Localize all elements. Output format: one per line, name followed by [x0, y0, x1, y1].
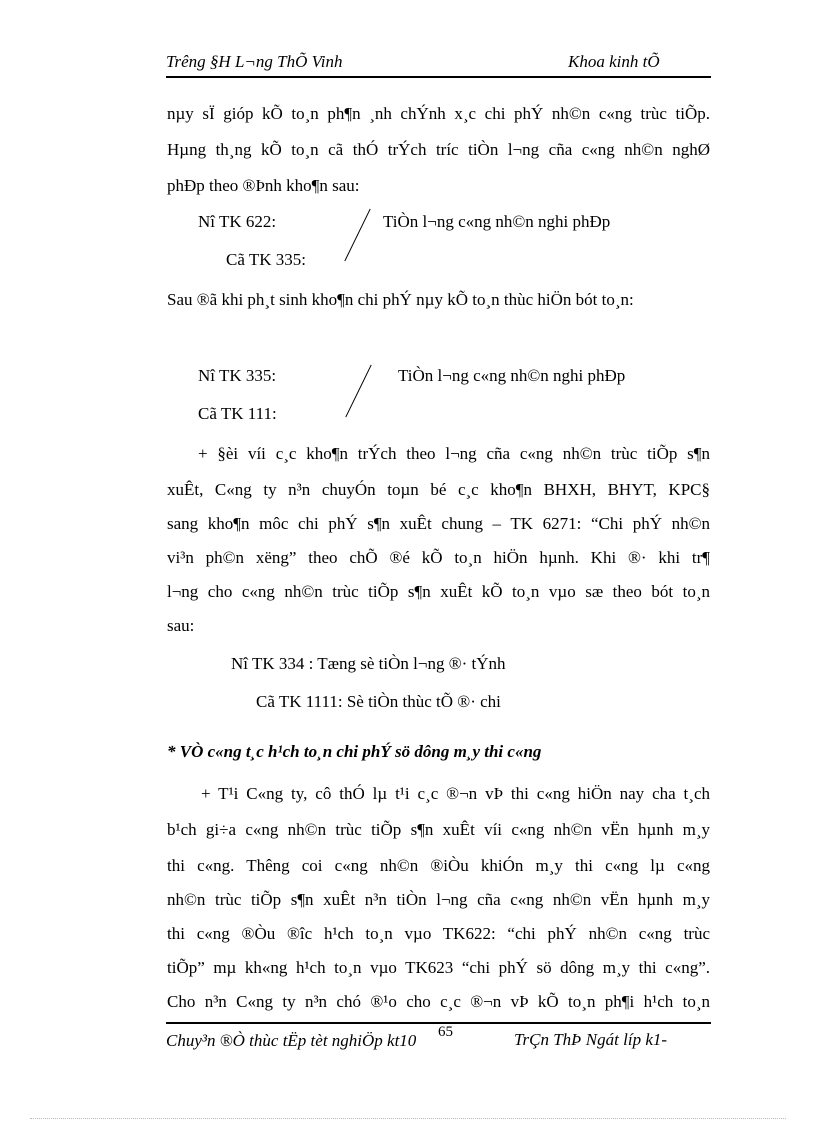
entry-slash — [344, 209, 370, 262]
paragraph-line: nµy sÏ gióp kÕ to¸n ph¶n ¸nh chÝnh x¸c chi phÝ nh©n c«ng trùc tiÕp. — [167, 104, 710, 123]
paragraph-line: Sau ®ã khi ph¸t sinh kho¶n chi phÝ nµy kÕ to¸n thùc hiÖn bót to¸n: — [167, 290, 634, 309]
page-edge-dots — [30, 1118, 786, 1119]
paragraph-line: b¹ch gi÷a c«ng nh©n trùc tiÕp s¶n xuÊt víi c«ng nh©n vËn hµnh m¸y — [167, 820, 710, 839]
paragraph-line: xuÊt, C«ng ty n³n chuyÓn toµn bé c¸c kho¶n BHXH, BHYT, KPC§ — [167, 480, 710, 499]
header-divider — [166, 76, 711, 78]
journal-credit-2: Cã TK 111: — [198, 404, 277, 423]
paragraph-line: nh©n trùc tiÕp s¶n xuÊt n³n tiÒn l¬ng cña c«ng nh©n vËn hµnh m¸y — [167, 890, 710, 909]
paragraph-line: sang kho¶n môc chi phÝ s¶n xuÊt chung – TK 6271: “Chi phÝ nh©n — [167, 514, 710, 533]
paragraph-line: vi³n ph©n xëng” theo chÕ ®é kÕ to¸n hiÖn hµnh. Khi ®· khi tr¶ — [167, 548, 710, 567]
journal-debit-2: Nî TK 335: — [198, 366, 277, 385]
paragraph-line: Hµng th¸ng kÕ to¸n cã thÓ trÝch tríc tiÒn l¬ng cña c«ng nh©n nghØ — [167, 140, 710, 159]
journal-credit-1: Cã TK 335: — [226, 250, 306, 269]
paragraph-line: phÐp theo ®Þnh kho¶n sau: — [167, 176, 360, 195]
paragraph-line: thi c«ng ®Òu ®îc h¹ch to¸n vµo TK622: “chi phÝ nh©n c«ng trùc — [167, 924, 710, 943]
header-school: Trêng §H L¬ng ThÕ Vinh — [166, 52, 343, 71]
journal-desc-2: TiÒn l¬ng c«ng nh©n nghi phÐp — [398, 366, 626, 385]
footer-author: TrÇn ThÞ Ngát líp k1- — [514, 1030, 668, 1049]
paragraph-line: thi c«ng. Thêng coi c«ng nh©n ®iÒu khiÓn m¸y thi c«ng lµ c«ng — [167, 856, 710, 875]
journal-debit-3: Nî TK 334 : Tæng sè tiÒn l¬ng ®· tÝnh — [231, 654, 506, 673]
paragraph-line: l¬ng cho c«ng nh©n trùc tiÕp s¶n xuÊt kÕ to¸n vµo sæ theo bót to¸n — [167, 582, 710, 601]
paragraph-line: + T¹i C«ng ty, cô thÓ lµ t¹i c¸c ®¬n vÞ thi c«ng hiÖn nay cha t¸ch — [201, 784, 710, 803]
paragraph-line: Cho n³n C«ng ty n³n chó ®¹o cho c¸c ®¬n vÞ kÕ to¸n ph¶i h¹ch to¸n — [167, 992, 710, 1011]
section-heading: * VÒ c«ng t¸c h¹ch to¸n chi phÝ sö dông m¸y thi c«ng — [167, 742, 542, 761]
paragraph-line: sau: — [167, 616, 195, 635]
journal-debit-1: Nî TK 622: — [198, 212, 277, 231]
journal-credit-3: Cã TK 1111: Sè tiÒn thùc tÕ ®· chi — [256, 692, 501, 711]
journal-desc-1: TiÒn l¬ng c«ng nh©n nghi phÐp — [383, 212, 611, 231]
footer-report-title: Chuy³n ®Ò thùc tËp tèt nghiÖp kt10 — [166, 1031, 417, 1050]
paragraph-line: tiÕp” mµ kh«ng h¹ch to¸n vµo TK623 “chi phÝ sö dông m¸y thi c«ng”. — [167, 958, 710, 977]
entry-slash — [345, 365, 371, 418]
header-faculty: Khoa kinh tÕ — [568, 52, 660, 71]
page-number: 65 — [438, 1024, 453, 1040]
paragraph-line: + §èi víi c¸c kho¶n trÝch theo l¬ng cña c«ng nh©n trùc tiÕp s¶n — [198, 444, 710, 463]
